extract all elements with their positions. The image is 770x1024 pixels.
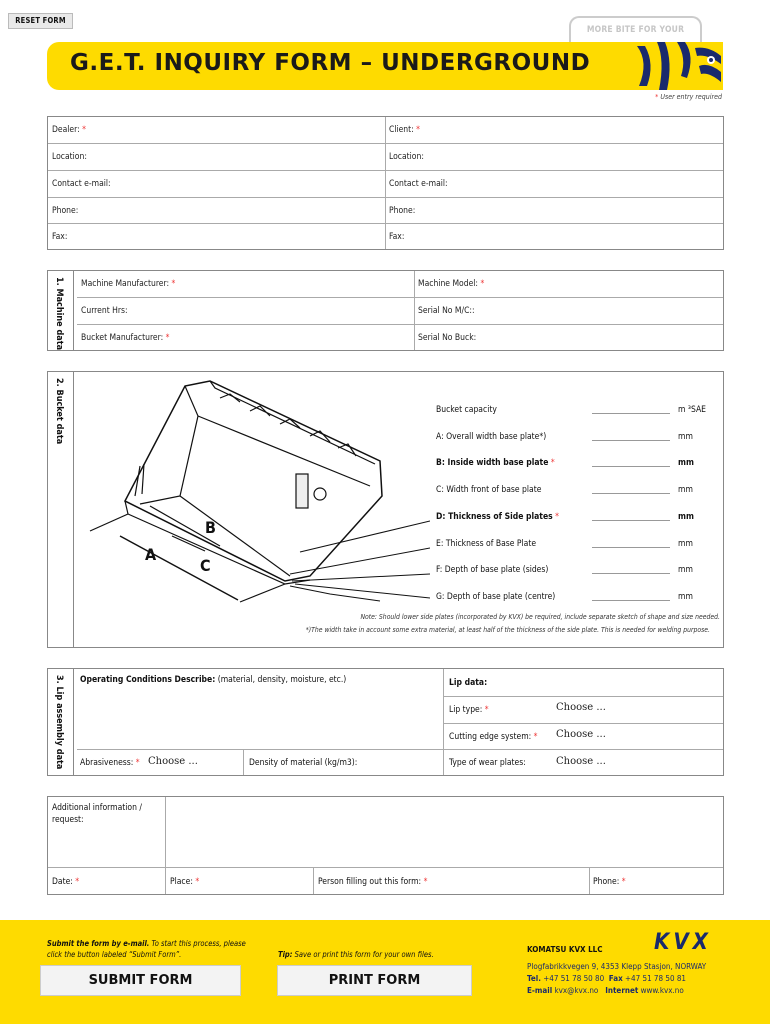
tagline: MORE BITE FOR YOUR xyxy=(569,16,702,43)
company-name: KOMATSU KVX LLC xyxy=(527,945,603,954)
bucket-row-input[interactable] xyxy=(592,600,670,601)
bucket-row-label: E: Thickness of Base Plate xyxy=(436,539,537,549)
lip-type-select[interactable]: Choose ... xyxy=(556,702,606,713)
company-phone: Tel. +47 51 78 50 80 Fax +47 51 78 50 81 xyxy=(527,974,686,983)
bucket-row-input[interactable] xyxy=(592,413,670,414)
phone-field[interactable]: Phone: * xyxy=(593,877,626,887)
operating-conditions-label[interactable]: Operating Conditions Describe: (material, density, moisture, etc.) xyxy=(80,675,347,685)
bucket-row[interactable] xyxy=(436,565,726,575)
phone-field-right[interactable]: Phone: xyxy=(385,198,723,224)
current-hrs-field[interactable]: Current Hrs: xyxy=(77,298,414,325)
bucket-manufacturer-label: Bucket Manufacturer: xyxy=(81,332,164,343)
bucket-note-1: Note: Should lower side plates (incorporated by KVX) be required, include separate sketch of shape and size needed. xyxy=(360,613,720,621)
bucket-row-input[interactable] xyxy=(592,466,670,467)
diagram-label-b: B xyxy=(205,518,216,537)
bucket-row-input[interactable] xyxy=(592,547,670,548)
bucket-row[interactable] xyxy=(436,405,726,415)
bucket-row[interactable] xyxy=(436,512,726,522)
required-note: * User entry required xyxy=(655,93,722,101)
abrasiveness-select[interactable]: Choose ... xyxy=(148,756,198,767)
contact-section: Dealer: * Client: * Location: Location: Contact e-mail: Contact e-mail: Phone: Phone: Fax: Fax: xyxy=(47,116,724,250)
page-title: G.E.T. INQUIRY FORM – UNDERGROUND xyxy=(70,50,591,76)
email-field-right[interactable]: Contact e-mail: xyxy=(385,171,723,198)
bucket-diagram xyxy=(80,376,430,608)
machine-manufacturer-label: Machine Manufacturer: xyxy=(81,279,170,289)
lip-section-title: 3. Lip assembly data xyxy=(54,675,64,770)
location-field-left[interactable]: Location: xyxy=(48,144,385,171)
bucket-row-label: A: Overall width base plate*) xyxy=(436,432,547,442)
wear-plates-select[interactable]: Choose ... xyxy=(556,756,606,767)
reset-form-button[interactable]: RESET FORM xyxy=(8,13,73,29)
bucket-row-unit: mm xyxy=(678,432,693,442)
email-field-left[interactable]: Contact e-mail: xyxy=(48,171,385,198)
bucket-row-label: F: Depth of base plate (sides) xyxy=(436,565,549,575)
density-field[interactable]: Density of material (kg/m3): xyxy=(249,758,358,768)
dealer-label: Dealer: xyxy=(52,125,80,135)
bucket-row-unit: mm xyxy=(678,485,693,495)
bucket-row-label: D: Thickness of Side plates xyxy=(436,512,553,522)
bucket-row-input[interactable] xyxy=(592,573,670,574)
additional-info-field[interactable]: Additional information / request: xyxy=(52,803,142,825)
footer xyxy=(0,920,770,1024)
machine-model-label: Machine Model: xyxy=(418,279,478,289)
bucket-row-unit: m ³SAE xyxy=(678,405,707,415)
required-star: * xyxy=(555,512,559,522)
print-form-button[interactable]: PRINT FORM xyxy=(277,965,472,996)
cutting-edge-label: Cutting edge system: * xyxy=(449,732,538,742)
wear-plates-label: Type of wear plates: xyxy=(449,758,526,768)
bucket-row-label: G: Depth of base plate (centre) xyxy=(436,592,556,602)
client-label: Client: xyxy=(389,125,414,135)
phone-field-left[interactable]: Phone: xyxy=(48,198,385,224)
machine-section: 1. Machine data Machine Manufacturer: * Machine Model: * Current Hrs: Serial No M/C:: Bucket Manufacturer: * Serial No Buck: xyxy=(47,270,724,351)
serial-mc-field[interactable]: Serial No M/C:: xyxy=(414,298,723,325)
diagram-label-c: C xyxy=(200,556,211,575)
bucket-row-label: B: Inside width base plate xyxy=(436,458,549,468)
person-field[interactable]: Person filling out this form: * xyxy=(318,877,428,887)
bucket-row-input[interactable] xyxy=(592,520,670,521)
location-field-right[interactable]: Location: xyxy=(385,144,723,171)
machine-section-title: 1. Machine data xyxy=(54,277,64,351)
bucket-row-unit: mm xyxy=(678,458,694,468)
bucket-row-label: C: Width front of base plate xyxy=(436,485,542,495)
submit-instructions: Submit the form by e-mail. To start this process, please click the button labeled “Submit Form”. xyxy=(47,939,246,959)
bucket-row-input[interactable] xyxy=(592,440,670,441)
diagram-label-a: A xyxy=(145,545,157,564)
bucket-row-unit: mm xyxy=(678,565,693,575)
lip-data-label: Lip data: xyxy=(449,678,488,688)
fax-field-left[interactable]: Fax: xyxy=(52,231,68,242)
bucket-row[interactable] xyxy=(436,432,726,442)
serial-buck-field[interactable]: Serial No Buck: xyxy=(418,332,477,343)
bucket-row[interactable] xyxy=(436,592,726,602)
bucket-note-2: *)The width take in account some extra material, at least half of the thickness of the side plate. This is needed for welding purpose. xyxy=(305,626,710,634)
cutting-edge-select[interactable]: Choose ... xyxy=(556,729,606,740)
bucket-row-input[interactable] xyxy=(592,493,670,494)
bucket-row-unit: mm xyxy=(678,592,693,602)
bucket-row-unit: mm xyxy=(678,539,693,549)
title-banner xyxy=(47,42,723,90)
tiger-logo-icon xyxy=(629,42,723,90)
bucket-row-unit: mm xyxy=(678,512,694,522)
required-star: * xyxy=(550,458,555,468)
kvx-logo: KVX xyxy=(654,930,712,955)
company-address: Plogfabrikkvegen 9, 4353 Klepp Stasjon, NORWAY xyxy=(527,962,707,971)
submit-form-button[interactable]: SUBMIT FORM xyxy=(40,965,241,996)
bucket-row[interactable] xyxy=(436,539,726,549)
lip-type-label: Lip type: * xyxy=(449,705,489,715)
bucket-row[interactable] xyxy=(436,485,726,495)
company-email: E-mail kvx@kvx.no Internet www.kvx.no xyxy=(527,986,684,995)
fax-field-right[interactable]: Fax: xyxy=(389,231,405,242)
tip-text: Tip: Save or print this form for your own files. xyxy=(278,950,434,959)
bucket-row-label: Bucket capacity xyxy=(436,405,497,415)
abrasiveness-label: Abrasiveness: * xyxy=(80,758,140,768)
bucket-section-title: 2. Bucket data xyxy=(54,378,64,445)
place-field[interactable]: Place: * xyxy=(170,877,200,887)
date-field[interactable]: Date: * xyxy=(52,877,80,887)
bucket-row[interactable] xyxy=(436,458,726,468)
